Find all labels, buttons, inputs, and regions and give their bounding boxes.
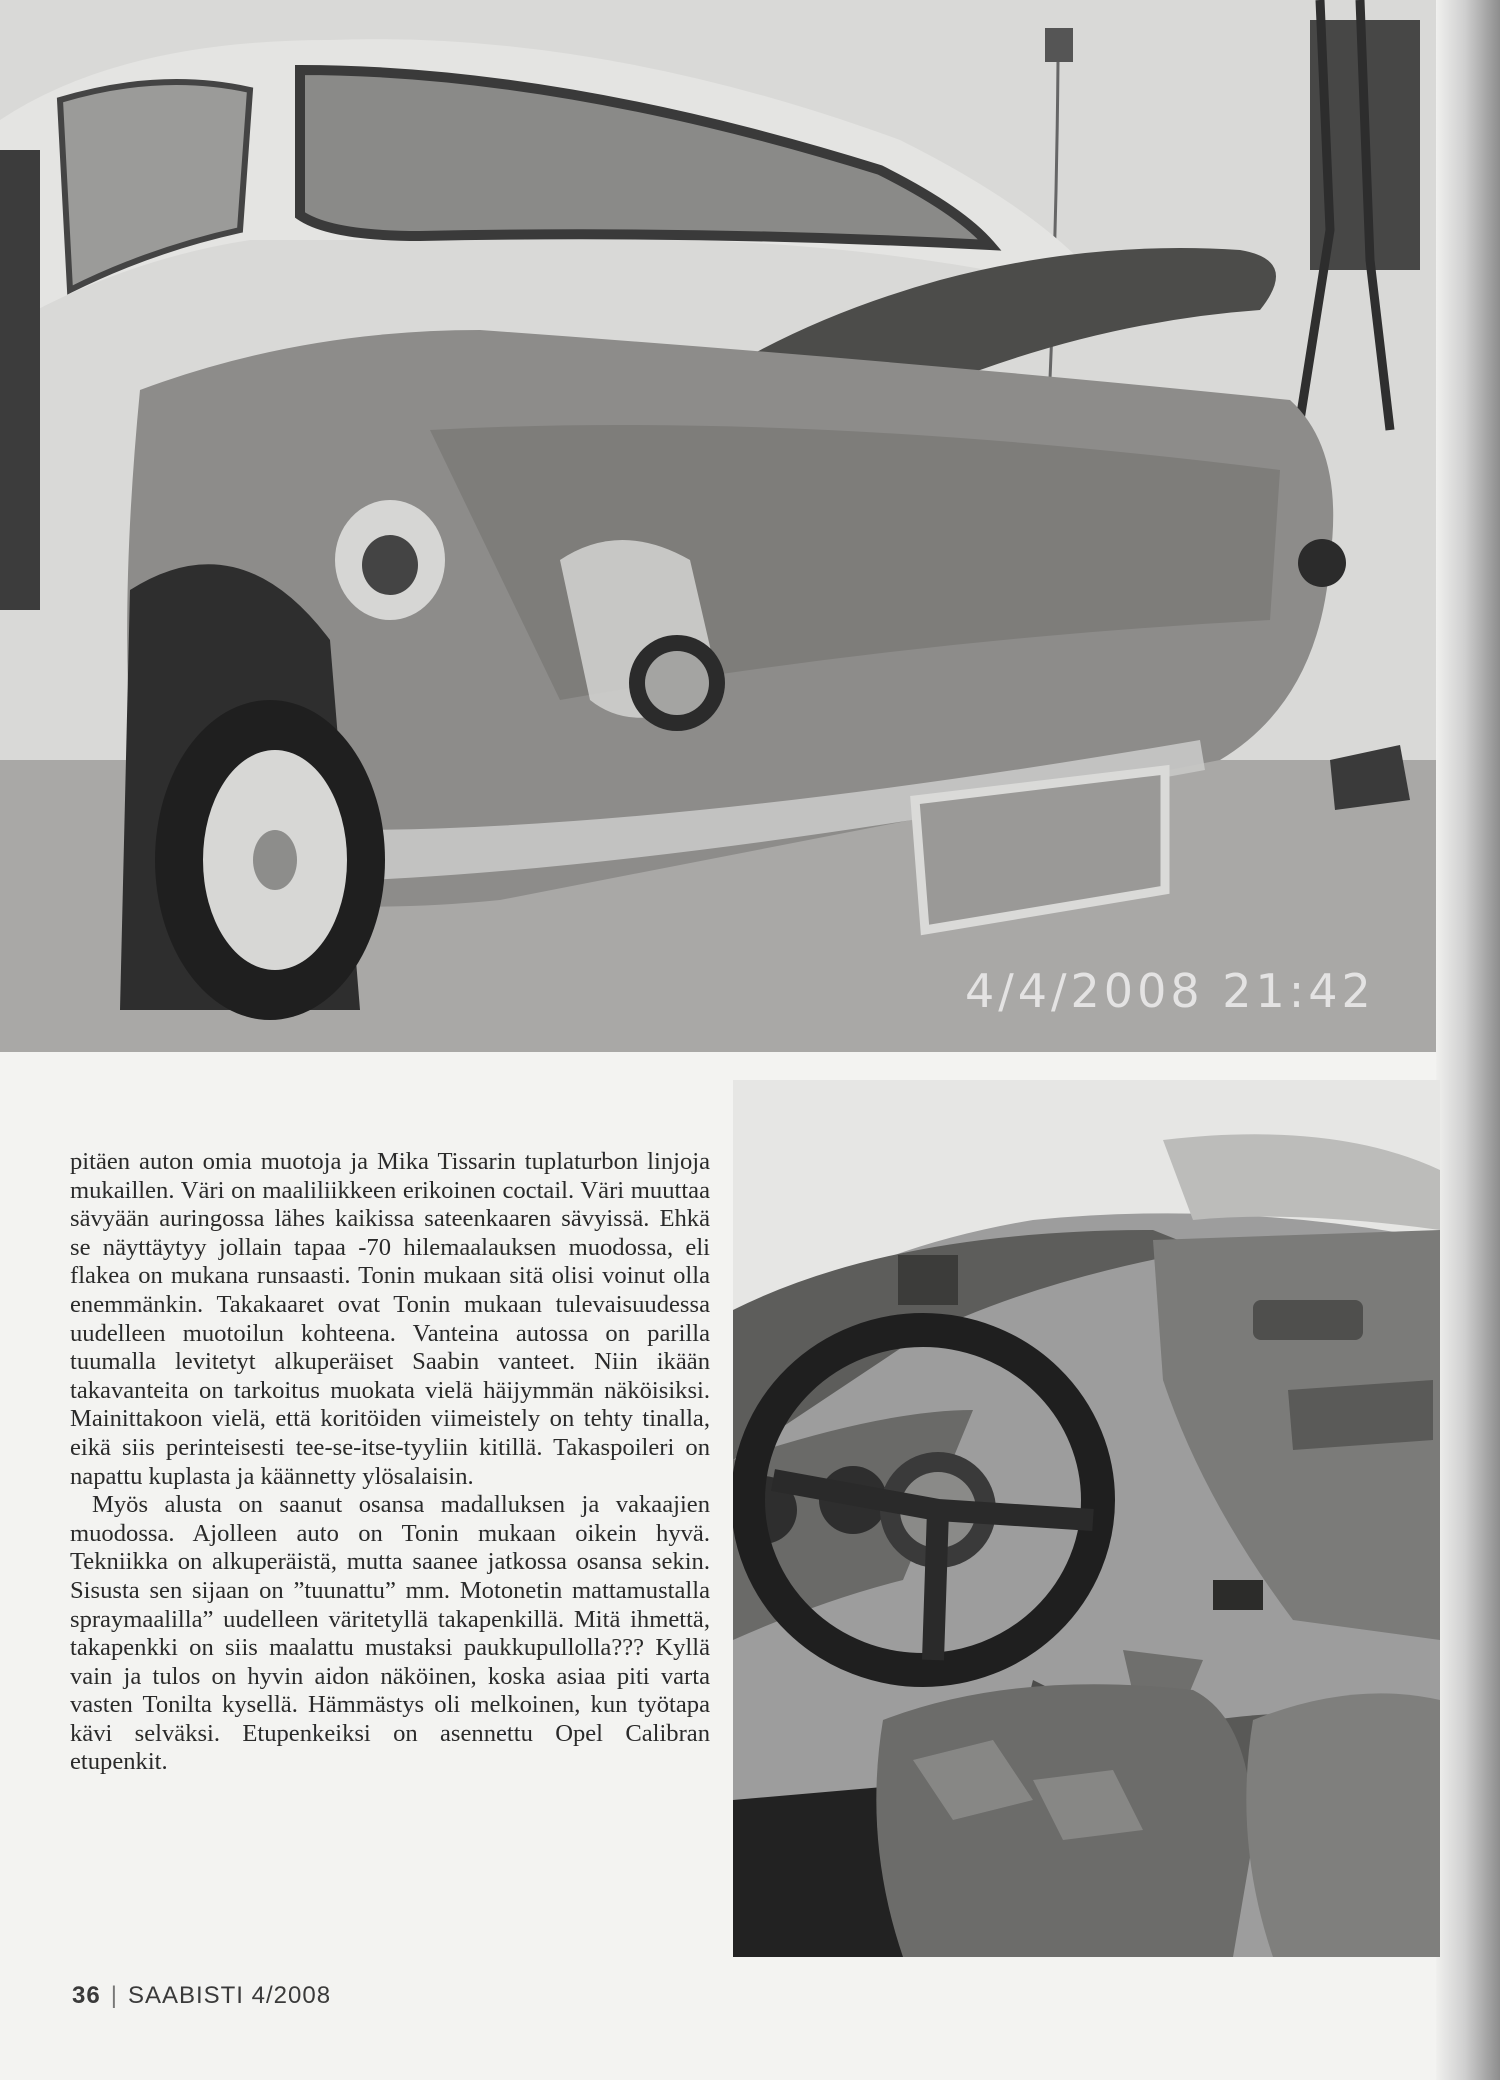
photo-timestamp: 4/4/2008 21:42 <box>965 964 1375 1018</box>
car-rear-photo <box>0 0 1440 1052</box>
article-body <box>70 1148 710 1777</box>
page-footer <box>72 1982 331 2010</box>
car-interior-photo <box>733 1080 1440 1957</box>
car-rear-illustration <box>0 0 1440 1052</box>
article-paragraph-2: Myös alusta on saanut osansa madalluksen ja vakaajien muodossa. Ajolleen auto on Tonin mukaan oikein hyvä. Tekniikka on alkuperäistä, mutta saanee jatkossa osansa sekin. Sisusta sen sijaan on ”tuunattu” mm. Motonetin mattamustalla spraymaalilla” uudelleen väritetyllä takapenkillä. Mitä ihmettä, takapenkki on siis maalattu mustaksi paukkupullolla??? Kyllä vain ja tulos on hyvin aidon näköinen, koska asiaa piti varta vasten Tonilta kysellä. Hämmästys oli melkoinen, kun työtapa kävi selväksi. Etupenkeiksi on asennettu Opel Calibran etupenkit. <box>70 1491 710 1776</box>
magazine-issue: SAABISTI 4/2008 <box>127 1982 332 2009</box>
page-binding-shadow <box>1436 0 1500 2080</box>
page-number: 36 <box>72 1982 101 2009</box>
footer-separator: | <box>110 1982 118 2009</box>
car-interior-illustration <box>733 1080 1440 1957</box>
article-paragraph-1: pitäen auton omia muotoja ja Mika Tissarin tuplaturbon linjoja mukaillen. Väri on maaliliikkeen erikoinen coctail. Väri muuttaa sävyään auringossa lähes kaikissa sateenkaaren sävyissä. Ehkä se näyttäytyy jollain tapaa -70 hilemaalauksen muodossa, eli flakea on mukana runsaasti. Tonin mukaan sitä olisi voinut olla enemmänkin. Takakaaret ovat Tonin mukaan tulevaisuudessa uudelleen muotoilun kohteena. Vanteina autossa on parilla tuumalla levitetyt alkuperäiset Saabin vanteet. Niin ikään takavanteita on tarkoitus muokata vielä häijymmän näköisiksi. Mainittakoon vielä, että koritöiden viimeistely on tehty tinalla, eikä siis perinteisesti tee-se-itse-tyyliin kitillä. Takaspoileri on napattu kuplasta ja käännetty ylösalaisin. <box>70 1148 710 1490</box>
